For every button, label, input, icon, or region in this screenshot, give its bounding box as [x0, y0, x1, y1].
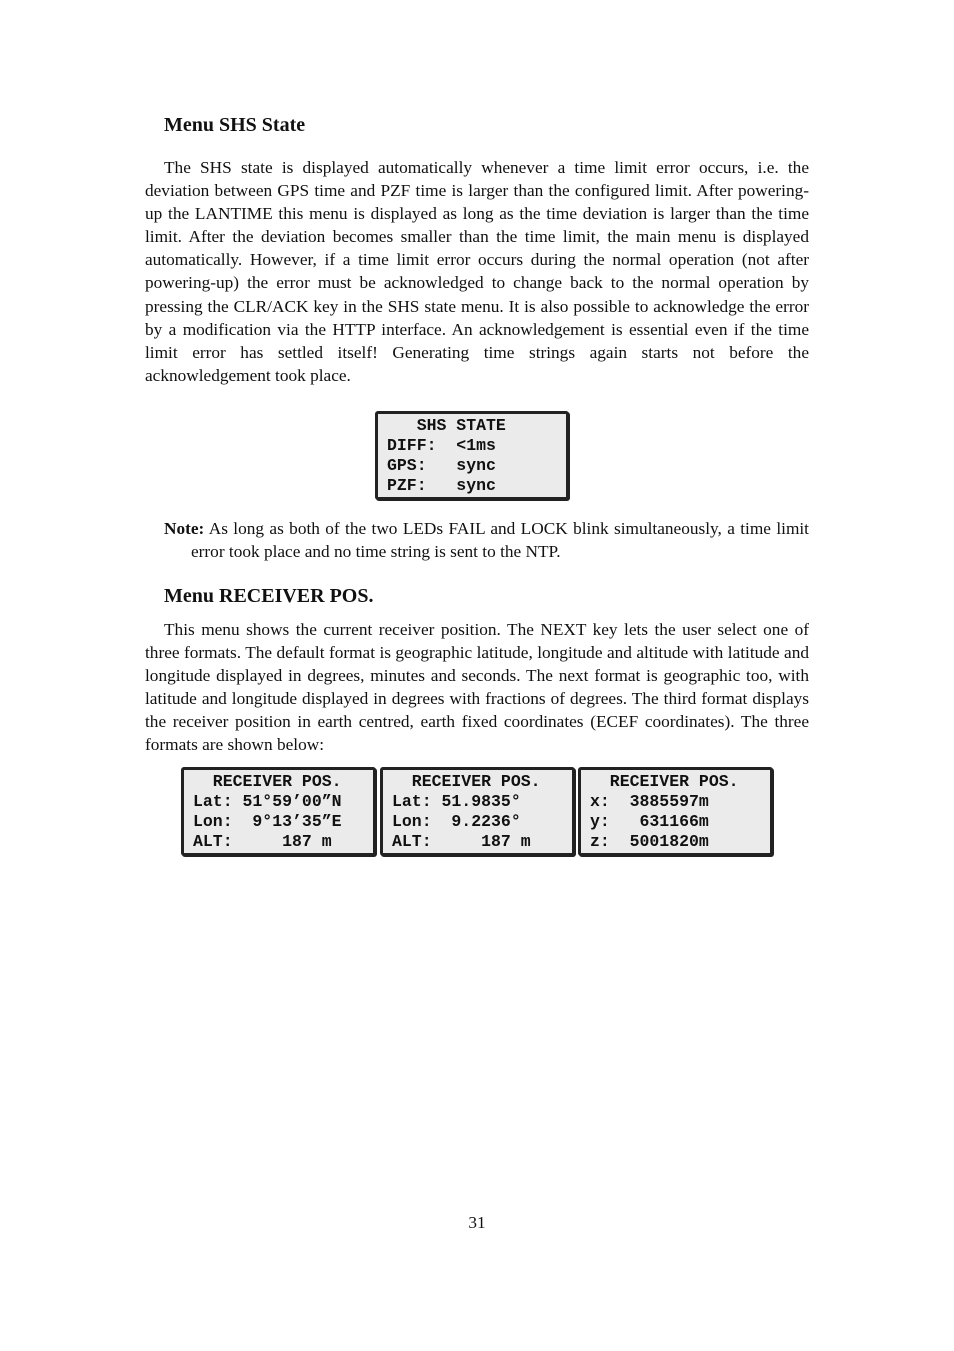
lcd-display-shs-state — [375, 411, 569, 500]
lcd-line: y: 631166m — [590, 812, 709, 831]
note-text: As long as both of the two LEDs FAIL and LOCK blink simultaneously, a time limit error took place and no time string is sent to the NTP. — [191, 519, 809, 562]
note-label: Note: — [164, 519, 205, 538]
lcd-line: PZF: sync — [387, 476, 496, 495]
receiver-pos-paragraph: This menu shows the current receiver position. The NEXT key lets the user select one of three formats. The default format is geographic latitude, longitude and altitude with latitude and longitude displayed in degrees, minutes and seconds. The next format is geographic too, with latitude and longitude displayed in degrees with fractions of degrees. The third format displays the receiver position in earth centred, earth fixed coordinates (ECEF coordinates). The three formats are shown below: — [145, 620, 809, 755]
lcd-line: x: 3885597m — [590, 792, 709, 811]
shs-state-paragraph: The SHS state is displayed automatically whenever a time limit error occurs, i.e. the deviation between GPS time and PZF time is larger than the configured limit. After powering-up the LANTIME this menu is displayed as long as the time deviation is larger than the time limit. After the deviation becomes smaller than the time limit, the main menu is displayed automatically. However, if a time limit error occurs during the normal operation (not after powering-up) the error must be acknowledged to change back to the normal operation by pressing the CLR/ACK key in the SHS state menu. It is also possible to acknowledge the error by a modification via the HTTP interface. An acknowledgement is essential even if the time limit error has settled itself! Generating time strings again starts not before the acknowledgement took place. — [145, 158, 809, 385]
lcd-line: z: 5001820m — [590, 832, 709, 851]
lcd-line: GPS: sync — [387, 456, 496, 475]
lcd-line: Lon: 9°13’35”E — [193, 812, 342, 831]
lcd-line: Lon: 9.2236° — [392, 812, 521, 831]
lcd-display-receiver-pos-ecef — [578, 767, 773, 856]
lcd-line: RECEIVER POS. — [590, 772, 739, 791]
lcd-line: DIFF: <1ms — [387, 436, 496, 455]
page-number: 31 — [468, 1213, 486, 1232]
section-heading-receiver-pos: Menu RECEIVER POS. — [164, 585, 374, 607]
lcd-display-receiver-pos-dms — [181, 767, 376, 856]
lcd-line: ALT: 187 m — [193, 832, 332, 851]
section-heading-shs-state: Menu SHS State — [164, 114, 306, 136]
lcd-line: RECEIVER POS. — [392, 772, 541, 791]
lcd-line: RECEIVER POS. — [193, 772, 342, 791]
lcd-line: ALT: 187 m — [392, 832, 531, 851]
lcd-line: Lat: 51.9835° — [392, 792, 521, 811]
lcd-line: SHS STATE — [387, 416, 506, 435]
lcd-line: Lat: 51°59’00”N — [193, 792, 342, 811]
lcd-display-receiver-pos-decimal — [380, 767, 575, 856]
note-paragraph — [164, 517, 809, 563]
